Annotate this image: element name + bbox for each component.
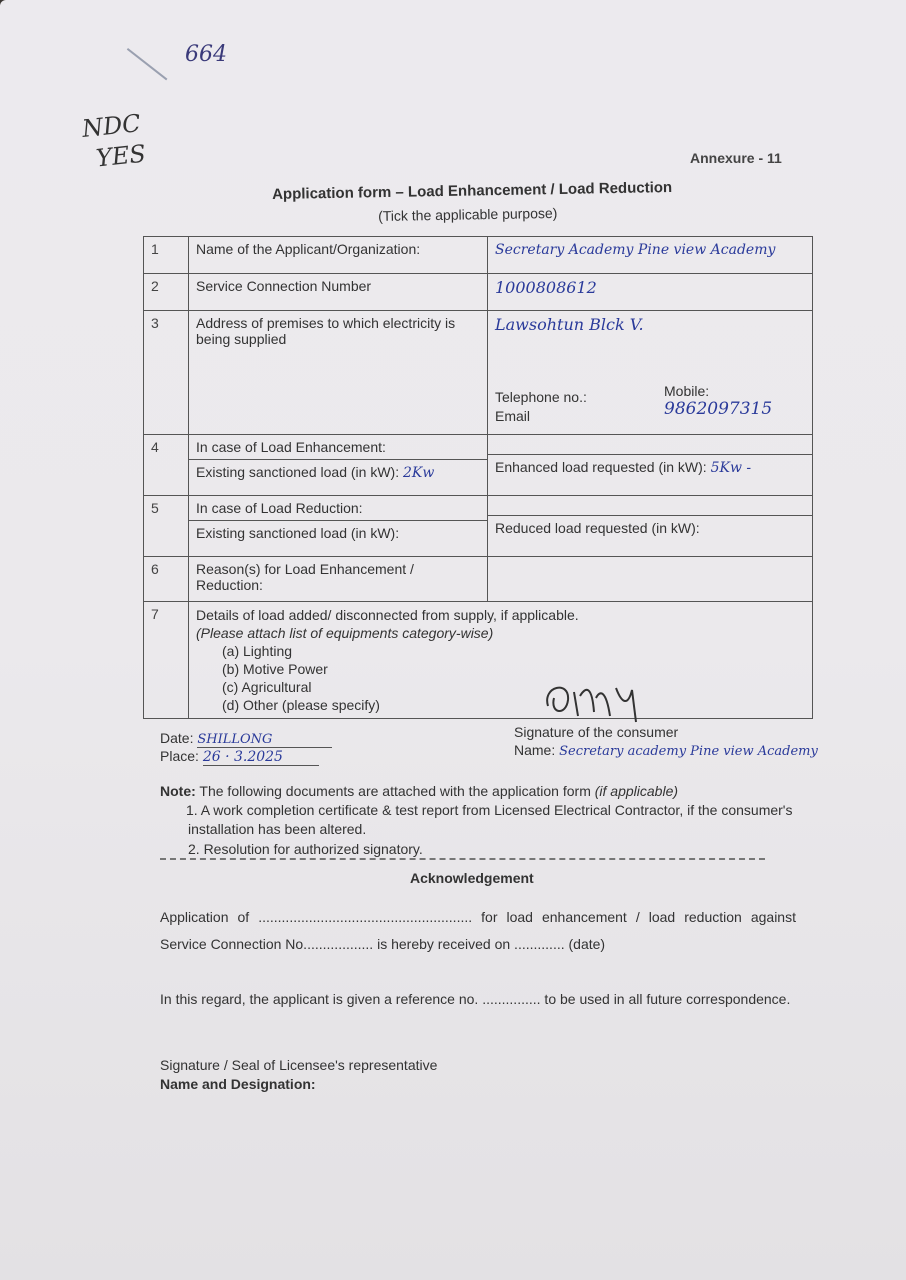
enhanced-load-cell[interactable]	[488, 435, 813, 496]
email-label: Email	[495, 408, 531, 424]
row-number: 4	[144, 435, 189, 496]
form-subtitle: (Tick the applicable purpose)	[378, 204, 558, 224]
mobile-label: Mobile:	[664, 383, 710, 399]
form-row-1	[144, 237, 813, 274]
load-details-label: Details of load added/ disconnected from supply, if applicable.	[196, 607, 579, 623]
reason-field[interactable]	[488, 557, 813, 602]
list-item: (b) Motive Power	[222, 661, 328, 677]
load-reduction-label: In case of Load Reduction:	[196, 500, 363, 516]
row-number: 2	[144, 274, 189, 311]
address-field[interactable]	[488, 311, 813, 435]
handwritten-date: SHILLONG	[197, 732, 332, 748]
reduced-load-label: Reduced load requested (in kW):	[488, 515, 812, 536]
reduced-load-cell[interactable]	[488, 496, 813, 557]
handwritten-yes: YES	[94, 139, 148, 173]
note-item-2: 2. Resolution for authorized signatory.	[188, 841, 423, 857]
place-label: Place:	[160, 748, 199, 764]
handwritten-enhanced-load: 5Kw -	[710, 460, 752, 476]
licensee-signature-label: Signature / Seal of Licensee's representative	[160, 1057, 438, 1073]
service-connection-field[interactable]	[488, 274, 813, 311]
service-connection-label: Service Connection Number	[189, 274, 488, 311]
mobile-line	[664, 383, 812, 419]
acknowledgement-paragraph-1: Application of ....................................................... for load enhancement / load reduction against Service Connection No.................. is hereby received on ............. (date)	[160, 909, 796, 952]
acknowledgement-paragraph-2: In this regard, the applicant is given a reference no. ............... to be used in all future correspondence.	[160, 991, 791, 1007]
form-row-6	[144, 557, 813, 602]
handwritten-mobile: 9862097315	[664, 399, 773, 419]
handwritten-ndc: NDC	[80, 109, 142, 143]
telephone-label: Telephone no.:	[495, 389, 587, 405]
consumer-signature-label: Signature of the consumer	[514, 724, 679, 740]
form-row-2	[144, 274, 813, 311]
note-item-1: 1. A work completion certificate & test report from Licensed Electrical Contractor, if the consumer's installation has been altered.	[186, 802, 793, 837]
handwritten-consumer-name: Secretary academy Pine view Academy	[559, 744, 818, 759]
applicant-name-label: Name of the Applicant/Organization:	[189, 237, 488, 274]
load-enhancement-label: In case of Load Enhancement:	[196, 439, 386, 455]
list-item: (a) Lighting	[222, 643, 293, 659]
note-text: The following documents are attached with the application form	[195, 783, 595, 799]
form-row-5	[144, 496, 813, 557]
load-enhancement-cell	[189, 435, 488, 496]
handwritten-applicant-name: Secretary Academy Pine view Academy	[495, 242, 776, 258]
list-item: (d) Other (please specify)	[222, 697, 380, 713]
form-row-7	[144, 602, 813, 719]
handwritten-service-number: 1000808612	[495, 278, 597, 297]
date-line	[160, 730, 332, 747]
row-number: 7	[144, 602, 189, 719]
section-divider	[160, 858, 765, 860]
form-row-3	[144, 311, 813, 435]
note-lead: Note:	[160, 783, 196, 799]
enhanced-load-line	[488, 454, 812, 476]
existing-load-label: Existing sanctioned load (in kW):	[196, 464, 400, 480]
consumer-name-line	[514, 742, 818, 759]
acknowledgement-heading: Acknowledgement	[410, 870, 534, 886]
enhanced-load-label: Enhanced load requested (in kW):	[495, 459, 707, 475]
list-item: (c) Agricultural	[222, 679, 312, 695]
spacer	[495, 439, 805, 450]
note-section	[160, 782, 800, 859]
handwritten-address: Lawsohtun Blck V.	[495, 315, 644, 334]
address-label: Address of premises to which electricity is being supplied	[189, 311, 488, 435]
row-number: 5	[144, 496, 189, 557]
consumer-signature	[540, 676, 660, 724]
existing-load-line	[189, 459, 487, 481]
note-heading-line	[160, 782, 800, 801]
form-title: Application form – Load Enhancement / Load Reduction	[272, 179, 673, 203]
handwritten-existing-load: 2Kw	[402, 465, 435, 481]
row-number: 1	[144, 237, 189, 274]
annexure-label: Annexure - 11	[690, 150, 782, 166]
handwritten-place: 26 · 3.2025	[203, 749, 319, 766]
equipment-category-list	[196, 642, 805, 714]
spacer	[495, 500, 805, 511]
handwritten-file-number: 664	[185, 42, 227, 67]
pen-mark	[127, 48, 168, 80]
load-details-cell	[189, 602, 813, 719]
reason-label: Reason(s) for Load Enhancement / Reduction:	[189, 557, 488, 602]
load-details-instruction: (Please attach list of equipments category-wise)	[196, 625, 494, 641]
date-label: Date:	[160, 730, 194, 746]
note-italic: (if applicable)	[594, 783, 679, 799]
place-line	[160, 748, 319, 765]
row-number: 6	[144, 557, 189, 602]
applicant-name-field[interactable]	[488, 237, 813, 274]
existing-load-label-2: Existing sanctioned load (in kW):	[189, 520, 487, 541]
form-row-4	[144, 435, 813, 496]
application-form-table	[143, 236, 813, 719]
consumer-name-label: Name:	[514, 742, 556, 758]
row-number: 3	[144, 311, 189, 435]
load-reduction-cell	[189, 496, 488, 557]
name-designation-label: Name and Designation:	[160, 1076, 316, 1092]
